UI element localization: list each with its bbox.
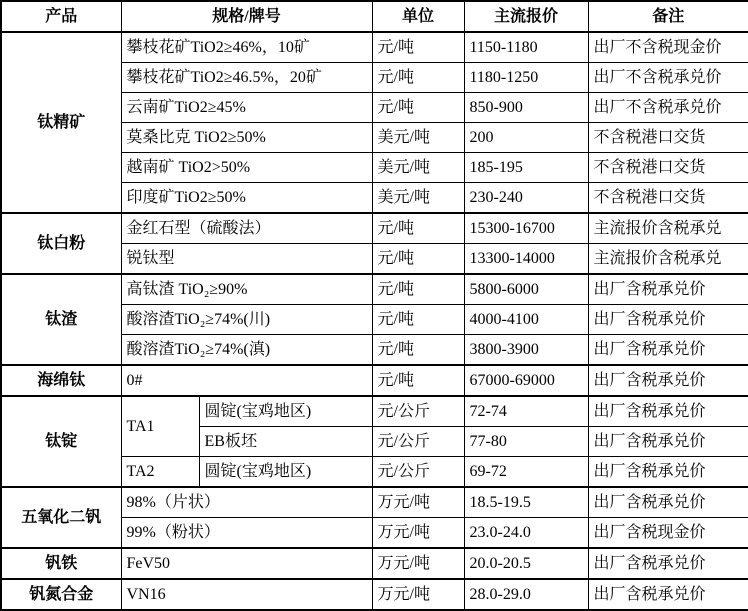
note-cell: 出厂含税承兑价 xyxy=(588,427,748,457)
unit-cell: 美元/吨 xyxy=(372,123,464,153)
header-row xyxy=(1,1,748,32)
spec-cell: 圆锭(宝鸡地区) xyxy=(199,396,372,427)
unit-cell: 元/吨 xyxy=(372,32,464,63)
product-cell: 钛锭 xyxy=(1,396,121,487)
price-cell: 3800-3900 xyxy=(464,335,588,366)
price-cell: 1150-1180 xyxy=(464,32,588,63)
note-cell: 出厂含税承兑价 xyxy=(588,365,748,396)
unit-cell: 万元/吨 xyxy=(372,548,464,579)
note-cell: 不含税港口交货 xyxy=(588,123,748,153)
price-cell: 77-80 xyxy=(464,427,588,457)
unit-cell: 元/吨 xyxy=(372,213,464,244)
unit-cell: 元/公斤 xyxy=(372,396,464,427)
table-row xyxy=(1,274,748,305)
unit-cell: 元/吨 xyxy=(372,274,464,305)
unit-cell: 元/吨 xyxy=(372,63,464,93)
note-cell: 出厂含税承兑价 xyxy=(588,548,748,579)
note-cell: 出厂含税承兑价 xyxy=(588,274,748,305)
grade-cell: TA1 xyxy=(121,396,199,457)
product-cell: 钒氮合金 xyxy=(1,579,121,610)
grade-cell: TA2 xyxy=(121,457,199,488)
spec-cell: 莫桑比克 TiO2≥50% xyxy=(121,123,372,153)
unit-cell: 元/吨 xyxy=(372,93,464,123)
spec-cell: 攀枝花矿TiO2≥46.5%，20矿 xyxy=(121,63,372,93)
spec-cell: 酸溶渣TiO₂≥74%(滇) xyxy=(121,335,372,366)
spec-cell: 攀枝花矿TiO2≥46%，10矿 xyxy=(121,32,372,63)
price-cell: 72-74 xyxy=(464,396,588,427)
price-cell: 230-240 xyxy=(464,183,588,214)
col-header-note: 备注 xyxy=(588,1,748,32)
note-cell: 出厂含税现金价 xyxy=(588,518,748,549)
note-cell: 出厂含税承兑价 xyxy=(588,305,748,335)
table-row xyxy=(1,32,748,63)
unit-cell: 万元/吨 xyxy=(372,518,464,549)
spec-cell: 99%（粉状） xyxy=(121,518,372,549)
spec-cell: 高钛渣 TiO₂≥90% xyxy=(121,274,372,305)
unit-cell: 元/吨 xyxy=(372,335,464,366)
note-cell: 出厂不含税承兑价 xyxy=(588,63,748,93)
unit-cell: 美元/吨 xyxy=(372,153,464,183)
spec-cell: 金红石型（硫酸法） xyxy=(121,213,372,244)
unit-cell: 美元/吨 xyxy=(372,183,464,214)
table-row xyxy=(1,548,748,579)
unit-cell: 万元/吨 xyxy=(372,579,464,610)
price-cell: 67000-69000 xyxy=(464,365,588,396)
spec-cell: 酸溶渣TiO₂≥74%(川) xyxy=(121,305,372,335)
product-cell: 钛渣 xyxy=(1,274,121,365)
note-cell: 出厂含税承兑价 xyxy=(588,396,748,427)
product-cell: 海绵钛 xyxy=(1,365,121,396)
spec-cell: 越南矿 TiO2>50% xyxy=(121,153,372,183)
price-cell: 20.0-20.5 xyxy=(464,548,588,579)
unit-cell: 元/吨 xyxy=(372,244,464,275)
table-row xyxy=(1,365,748,396)
col-header-price: 主流报价 xyxy=(464,1,588,32)
spec-cell: VN16 xyxy=(121,579,372,610)
product-cell: 钛精矿 xyxy=(1,32,121,213)
note-cell: 主流报价含税承兑 xyxy=(588,213,748,244)
price-cell: 1180-1250 xyxy=(464,63,588,93)
price-cell: 4000-4100 xyxy=(464,305,588,335)
table-row xyxy=(1,579,748,610)
spec-cell: 云南矿TiO2≥45% xyxy=(121,93,372,123)
col-header-product: 产品 xyxy=(1,1,121,32)
note-cell: 主流报价含税承兑 xyxy=(588,244,748,275)
unit-cell: 元/公斤 xyxy=(372,427,464,457)
col-header-unit: 单位 xyxy=(372,1,464,32)
price-cell: 18.5-19.5 xyxy=(464,487,588,518)
price-cell: 28.0-29.0 xyxy=(464,579,588,610)
unit-cell: 元/吨 xyxy=(372,365,464,396)
spec-cell: 98%（片状） xyxy=(121,487,372,518)
col-header-spec: 规格/牌号 xyxy=(121,1,372,32)
spec-cell: 锐钛型 xyxy=(121,244,372,275)
price-cell: 200 xyxy=(464,123,588,153)
table-row xyxy=(1,487,748,518)
price-cell: 850-900 xyxy=(464,93,588,123)
note-cell: 出厂不含税现金价 xyxy=(588,32,748,63)
note-cell: 出厂含税承兑价 xyxy=(588,457,748,488)
note-cell: 不含税港口交货 xyxy=(588,153,748,183)
spec-cell: 0# xyxy=(121,365,372,396)
product-cell: 钛白粉 xyxy=(1,213,121,274)
unit-cell: 万元/吨 xyxy=(372,487,464,518)
price-cell: 23.0-24.0 xyxy=(464,518,588,549)
product-cell: 钒铁 xyxy=(1,548,121,579)
note-cell: 不含税港口交货 xyxy=(588,183,748,214)
spec-cell: FeV50 xyxy=(121,548,372,579)
note-cell: 出厂含税承兑价 xyxy=(588,487,748,518)
price-cell: 15300-16700 xyxy=(464,213,588,244)
unit-cell: 元/公斤 xyxy=(372,457,464,488)
unit-cell: 元/吨 xyxy=(372,305,464,335)
note-cell: 出厂含税承兑价 xyxy=(588,335,748,366)
spec-cell: 印度矿TiO2≥50% xyxy=(121,183,372,214)
spec-cell: EB板坯 xyxy=(199,427,372,457)
note-cell: 出厂不含税承兑价 xyxy=(588,93,748,123)
price-cell: 5800-6000 xyxy=(464,274,588,305)
price-cell: 185-195 xyxy=(464,153,588,183)
price-cell: 13300-14000 xyxy=(464,244,588,275)
spec-cell: 圆锭(宝鸡地区) xyxy=(199,457,372,488)
product-cell: 五氧化二钒 xyxy=(1,487,121,548)
note-cell: 出厂含税承兑价 xyxy=(588,579,748,610)
price-cell: 69-72 xyxy=(464,457,588,488)
table-row xyxy=(1,396,748,427)
table-row xyxy=(1,213,748,244)
